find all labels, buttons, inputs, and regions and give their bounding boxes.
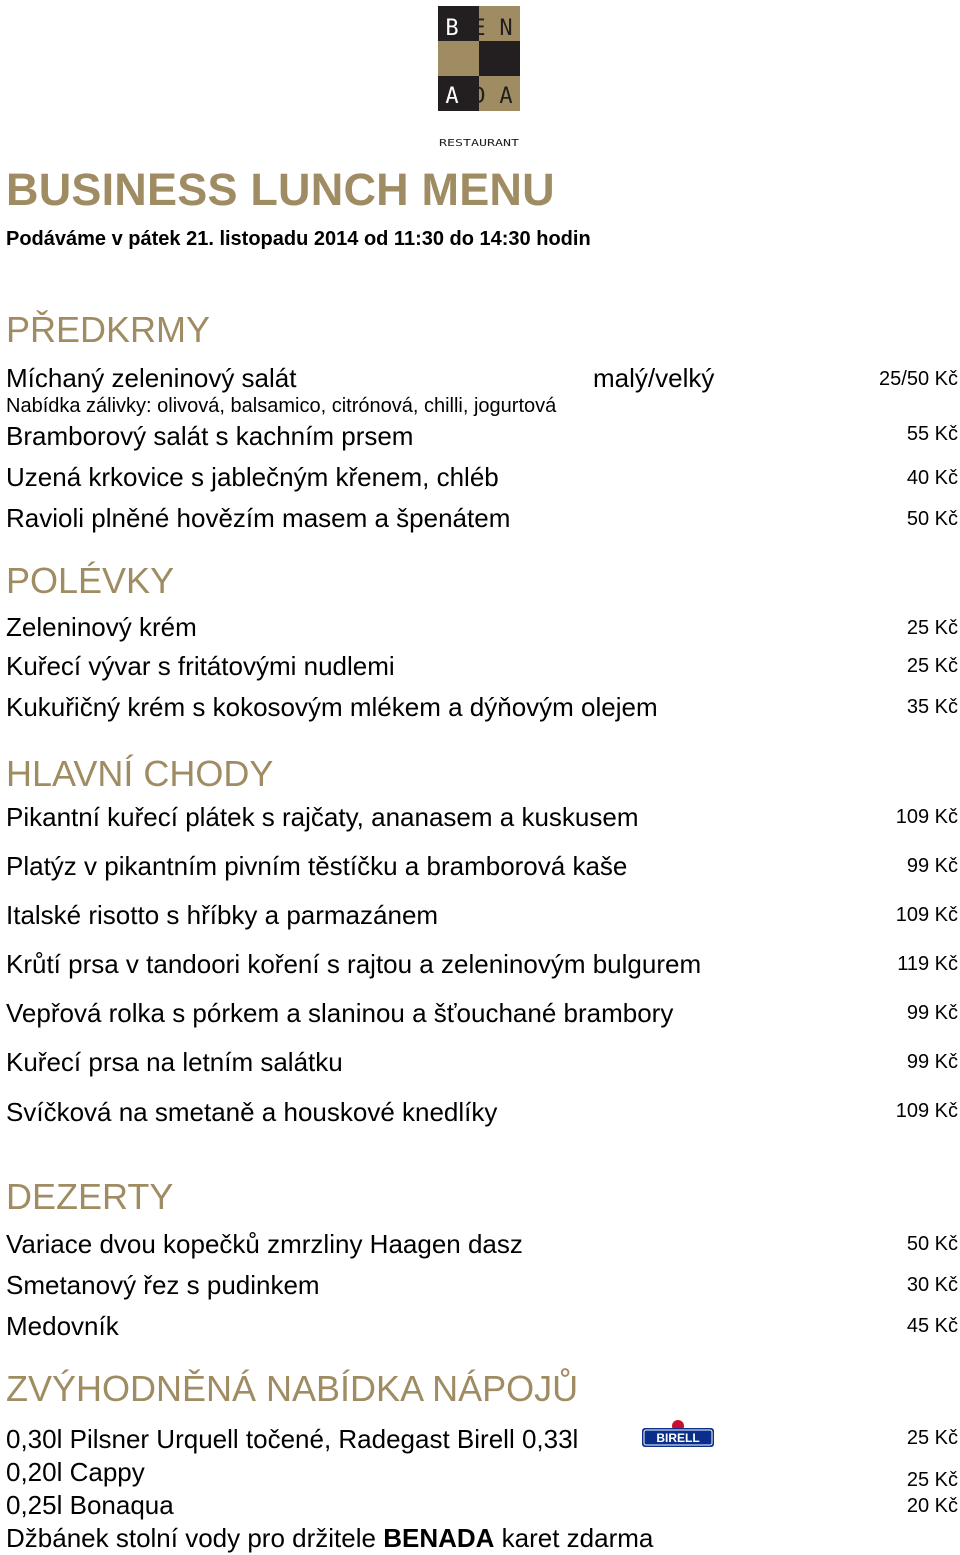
- page-subtitle: Podáváme v pátek 21. listopadu 2014 od 11:30 do 14:30 hodin: [6, 228, 591, 250]
- menu-item-name: Pikantní kuřecí plátek s rajčaty, ananasem a kuskusem: [6, 802, 639, 832]
- logo-tagline: RESTAURANT: [439, 138, 519, 148]
- menu-item-name: Smetanový řez s pudinkem: [6, 1270, 320, 1300]
- water-offer-pre: Džbánek stolní vody pro držitele: [6, 1523, 384, 1553]
- menu-item-price: 99 Kč: [906, 1051, 958, 1073]
- logo-letter: D: [472, 84, 486, 109]
- section-heading-napoje: ZVÝHODNĚNÁ NABÍDKA NÁPOJŮ: [6, 1368, 579, 1409]
- menu-item-price: 99 Kč: [906, 855, 958, 877]
- menu-item-name: Italské risotto s hříbky a parmazánem: [6, 900, 439, 930]
- menu-item-price: 35 Kč: [906, 696, 958, 718]
- dressing-note: Nabídka zálivky: olivová, balsamico, citrónová, chilli, jogurtová: [6, 395, 557, 417]
- logo-letter: N: [499, 16, 513, 41]
- benada-logo: [438, 6, 520, 148]
- menu-item-size: malý/velký: [593, 363, 715, 393]
- section-heading-predkrmy: PŘEDKRMY: [6, 309, 211, 350]
- menu-item-price: 119 Kč: [897, 953, 958, 975]
- menu-item-price: 99 Kč: [906, 1002, 958, 1024]
- menu-item-price: 109 Kč: [895, 806, 958, 828]
- menu-item-price: 109 Kč: [895, 904, 958, 926]
- menu-item-price: 25 Kč: [906, 617, 958, 639]
- menu-item-name: Zeleninový krém: [6, 612, 197, 642]
- section-heading-polevky: POLÉVKY: [6, 560, 175, 601]
- water-offer: [6, 1523, 653, 1554]
- logo-letter: A: [445, 84, 459, 109]
- water-offer-brand: BENADA: [383, 1523, 495, 1553]
- menu-item-name: Platýz v pikantním pivním těstíčku a bramborová kaše: [6, 851, 628, 881]
- logo-letter: A: [499, 84, 513, 109]
- birell-logo-text: BIRELL: [656, 1431, 700, 1445]
- menu-item-name: Medovník: [6, 1311, 119, 1341]
- section-heading-dezerty: DEZERTY: [6, 1176, 174, 1217]
- water-offer-post: karet zdarma: [494, 1523, 654, 1553]
- birell-logo: [641, 1419, 715, 1449]
- menu-item-price: 20 Kč: [906, 1495, 958, 1517]
- menu-item-price: 25 Kč: [906, 655, 958, 677]
- menu-item-name: Svíčková na smetaně a houskové knedlíky: [6, 1097, 498, 1127]
- menu-item-price: 55 Kč: [906, 423, 958, 445]
- menu-item-name: Kuřecí prsa na letním salátku: [6, 1047, 343, 1077]
- menu-item-name: Uzená krkovice s jablečným křenem, chléb: [6, 462, 499, 492]
- menu-item-price: 25/50 Kč: [879, 368, 958, 390]
- menu-item-price: 30 Kč: [906, 1274, 958, 1296]
- menu-item-name: Kuřecí vývar s fritátovými nudlemi: [6, 651, 395, 681]
- menu-item-name: 0,25l Bonaqua: [6, 1490, 174, 1520]
- menu-item-name: Ravioli plněné hovězím masem a špenátem: [6, 503, 511, 533]
- menu-item-name: Míchaný zeleninový salát: [6, 363, 297, 393]
- menu-item-price: 50 Kč: [906, 508, 958, 530]
- section-heading-hlavni: HLAVNÍ CHODY: [6, 753, 274, 794]
- menu-item-name: 0,30l Pilsner Urquell točené, Radegast Birell 0,33l: [6, 1424, 579, 1454]
- logo-letter: B: [445, 16, 459, 41]
- menu-item-name: Bramborový salát s kachním prsem: [6, 421, 414, 451]
- menu-item-name: 0,20l Cappy: [6, 1457, 145, 1487]
- menu-item-price: 50 Kč: [906, 1233, 958, 1255]
- menu-item-name: Krůtí prsa v tandoori koření s rajtou a zeleninovým bulgurem: [6, 949, 702, 979]
- menu-item-name: Vepřová rolka s pórkem a slaninou a šťouchané brambory: [6, 998, 674, 1028]
- menu-item-name: Variace dvou kopečků zmrzliny Haagen dasz: [6, 1229, 523, 1259]
- menu-item-price: 40 Kč: [906, 467, 958, 489]
- menu-item-price: 25 Kč: [906, 1427, 958, 1449]
- menu-item-price: 109 Kč: [895, 1100, 958, 1122]
- menu-item-price: 45 Kč: [906, 1315, 958, 1337]
- page-title: BUSINESS LUNCH MENU: [6, 164, 555, 215]
- menu-item-price: 25 Kč: [906, 1469, 958, 1491]
- menu-item-name: Kukuřičný krém s kokosovým mlékem a dýňovým olejem: [6, 692, 658, 722]
- logo-letter: E: [472, 16, 486, 41]
